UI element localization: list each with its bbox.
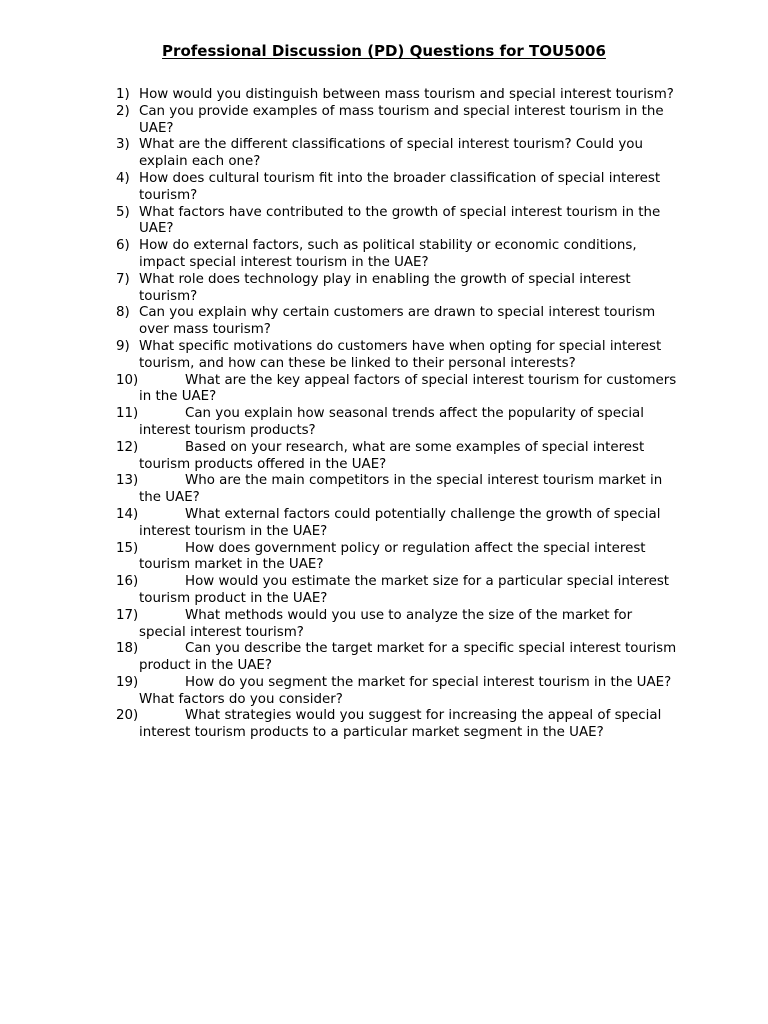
question-text: What external factors could potentially challenge the growth of special interest tourism in the UAE? [139, 506, 661, 539]
question-item [116, 507, 678, 541]
question-text: Based on your research, what are some examples of special interest tourism products offered in the UAE? [139, 439, 645, 472]
question-number: 10) [116, 372, 139, 388]
question-number: 16) [116, 574, 139, 590]
question-number: 7) [116, 271, 130, 287]
question-text: How would you distinguish between mass tourism and special interest tourism? [139, 87, 674, 102]
question-text: Can you provide examples of mass tourism and special interest tourism in the UAE? [139, 103, 664, 136]
question-number: 18) [116, 641, 139, 657]
question-number: 19) [116, 674, 139, 690]
question-number: 1) [116, 87, 130, 102]
question-list [116, 87, 678, 742]
question-item [116, 574, 678, 608]
question-number: 2) [116, 103, 130, 119]
question-item [116, 238, 678, 272]
question-item [116, 305, 678, 339]
question-text: Can you explain how seasonal trends affect the popularity of special interest tourism products? [139, 406, 644, 438]
question-item [116, 87, 678, 104]
question-text: What strategies would you suggest for increasing the appeal of special interest tourism products to a particular market segment in the UAE? [139, 708, 662, 741]
question-text: How does cultural tourism fit into the broader classification of special interest tourism? [139, 170, 661, 203]
question-item [116, 440, 678, 474]
question-number: 14) [116, 506, 139, 522]
question-item [116, 641, 678, 675]
question-number: 6) [116, 238, 130, 254]
question-text: What specific motivations do customers have when opting for special interest tourism, and how can these be linked to their personal interests? [139, 338, 662, 371]
question-text: How do you segment the market for special interest tourism in the UAE? What factors do you consider? [139, 674, 672, 707]
question-item [116, 373, 678, 407]
question-item [116, 104, 678, 138]
question-text: What are the key appeal factors of special interest tourism for customers in the UAE? [139, 372, 677, 405]
question-text: Can you explain why certain customers are drawn to special interest tourism over mass tourism? [139, 305, 656, 338]
question-number: 5) [116, 204, 130, 220]
question-number: 3) [116, 137, 130, 153]
question-number: 11) [116, 406, 139, 422]
question-number: 20) [116, 708, 139, 724]
question-text: How would you estimate the market size for a particular special interest tourism product in the UAE? [139, 574, 670, 606]
question-number: 12) [116, 439, 139, 455]
question-text: Who are the main competitors in the special interest tourism market in the UAE? [139, 473, 663, 506]
question-item [116, 708, 678, 742]
question-text: What methods would you use to analyze the size of the market for special interest tourism? [139, 607, 633, 640]
question-text: Can you describe the target market for a specific special interest tourism product in the UAE? [139, 641, 677, 674]
question-item [116, 473, 678, 507]
document-title: Professional Discussion (PD) Questions for TOU5006 [162, 42, 606, 60]
question-item [116, 406, 678, 440]
question-number: 8) [116, 305, 130, 321]
question-text: What factors have contributed to the growth of special interest tourism in the UAE? [139, 204, 661, 237]
question-item [116, 608, 678, 642]
question-number: 9) [116, 338, 130, 354]
question-number: 4) [116, 170, 130, 186]
question-number: 17) [116, 607, 139, 623]
question-item [116, 339, 678, 373]
question-item [116, 675, 678, 709]
question-text: How does government policy or regulation affect the special interest tourism market in the UAE? [139, 540, 646, 573]
question-number: 13) [116, 473, 139, 489]
question-item [116, 205, 678, 239]
question-item [116, 541, 678, 575]
question-number: 15) [116, 540, 139, 556]
question-text: How do external factors, such as political stability or economic conditions, impact special interest tourism in the UAE? [139, 238, 637, 270]
question-item [116, 137, 678, 171]
question-item [116, 272, 678, 306]
question-item [116, 171, 678, 205]
question-text: What are the different classifications of special interest tourism? Could you explain each one? [139, 137, 643, 170]
question-text: What role does technology play in enabling the growth of special interest tourism? [139, 271, 631, 304]
